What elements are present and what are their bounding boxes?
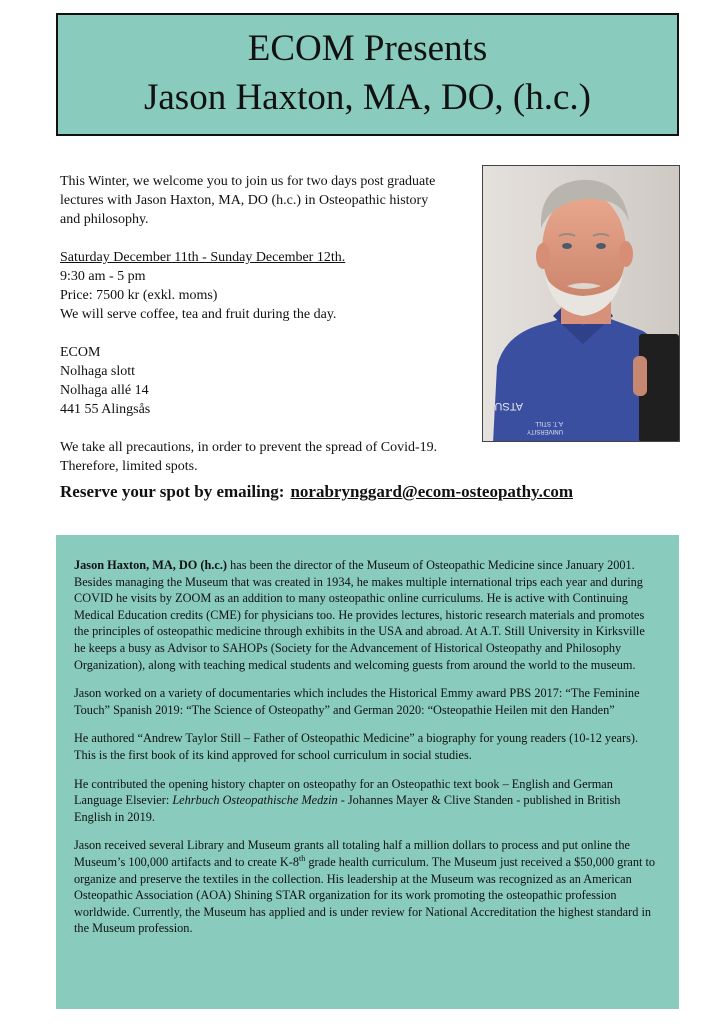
address-line: ECOM xyxy=(60,345,101,360)
event-details xyxy=(60,172,470,476)
covid-note-2: Therefore, limited spots. xyxy=(60,459,198,474)
address-line: 441 55 Alingsås xyxy=(60,402,151,417)
bio-paragraph: Jason received several Library and Museum grants all totaling half a million dollars to process and put online the Museum’s 100,000 artifacts and to create K-8th grade health curriculum. The Museum just received a $50,000 grant to organize and preserve the textiles in the collection. His leadership at the Museum was recognized as an American Osteopathic Association (AOA) Shining STAR organization for its work promoting the osteopathic profession worldwide. Currently, the Museum has applied and is under review for National Accreditation the highest standard in the Museum profession. xyxy=(74,838,656,936)
bio-paragraph: Jason worked on a variety of documentaries which includes the Historical Emmy award PBS 2017: “The Feminine Touch” Spanish 2019: “The Science of Osteopathy” and German 2020: “Osteopathie Heilen mit den Handen” xyxy=(74,686,640,717)
covid-note-1: We take all precautions, in order to prevent the spread of Covid-19. xyxy=(60,440,438,455)
reserve-label: Reserve your spot by emailing: xyxy=(60,482,285,501)
event-time: 9:30 am - 5 pm xyxy=(60,269,146,284)
address-line: Nolhaga allé 14 xyxy=(60,383,149,398)
bio-paragraph: Jason Haxton, MA, DO (h.c.) has been the director of the Museum of Osteopathic Medicine since January 2001. Besides managing the Museum that was created in 1934, he makes multiple international trips each year and during COVID he visits by ZOOM as an addition to many osteopathic online curriculums. He is active with Continuing Medical Education credits (CME) for physicians too. He provides lectures, historic research materials and promotes the principles of osteopathic medicine through exhibits in the USA and abroad. At A.T. Still University in Kirksville he keeps a busy as Advisor to SAHOPs (Society for the Advancement of Historical Osteopathy and Philosophy Organization), along with teaching medical students and welcoming guests from around the world to the museum. xyxy=(74,558,645,672)
welcome-text-2: lectures with Jason Haxton, MA, DO (h.c.) in Osteopathic history xyxy=(60,193,429,208)
title-line-1: ECOM Presents xyxy=(247,28,488,69)
refreshments-note: We will serve coffee, tea and fruit during the day. xyxy=(60,307,337,322)
speaker-bio xyxy=(56,535,679,1009)
event-dates: Saturday December 11th - Sunday December 12th. xyxy=(60,250,346,265)
bio-paragraph: He contributed the opening history chapter on osteopathy for an Osteopathic text book – English and German Language Elsevier: Lehrbuch Osteopathische Medzin - Johannes Mayer & Clive Standen - published in British English in 2019. xyxy=(74,776,621,824)
book-title: Lehrbuch Osteopathische Medzin xyxy=(172,793,338,808)
address-line: Nolhaga slott xyxy=(60,364,136,379)
title-banner xyxy=(56,13,679,136)
shirt-logo-text: UNIVERSITY xyxy=(526,428,563,434)
shirt-logo-text: ATSU xyxy=(494,400,523,412)
title-line-2: Jason Haxton, MA, DO, (h.c.) xyxy=(143,77,592,118)
welcome-text-1: This Winter, we welcome you to join us for two days post graduate xyxy=(60,174,436,189)
event-price: Price: 7500 kr (exkl. moms) xyxy=(60,288,218,303)
speaker-name: Jason Haxton, MA, DO (h.c.) xyxy=(74,558,228,572)
bio-paragraph: He authored “Andrew Taylor Still – Father of Osteopathic Medicine” a biography for young readers (10-12 years). This is the first book of its kind approved for school curriculum in social studies. xyxy=(74,731,639,762)
shirt-logo-text: A.T. STILL xyxy=(534,420,563,426)
welcome-text-3: and philosophy. xyxy=(60,212,149,227)
email-link[interactable]: norabrynggard@ecom-osteopathy.com xyxy=(290,482,574,501)
reserve-line xyxy=(60,482,573,502)
speaker-photo xyxy=(482,165,680,442)
